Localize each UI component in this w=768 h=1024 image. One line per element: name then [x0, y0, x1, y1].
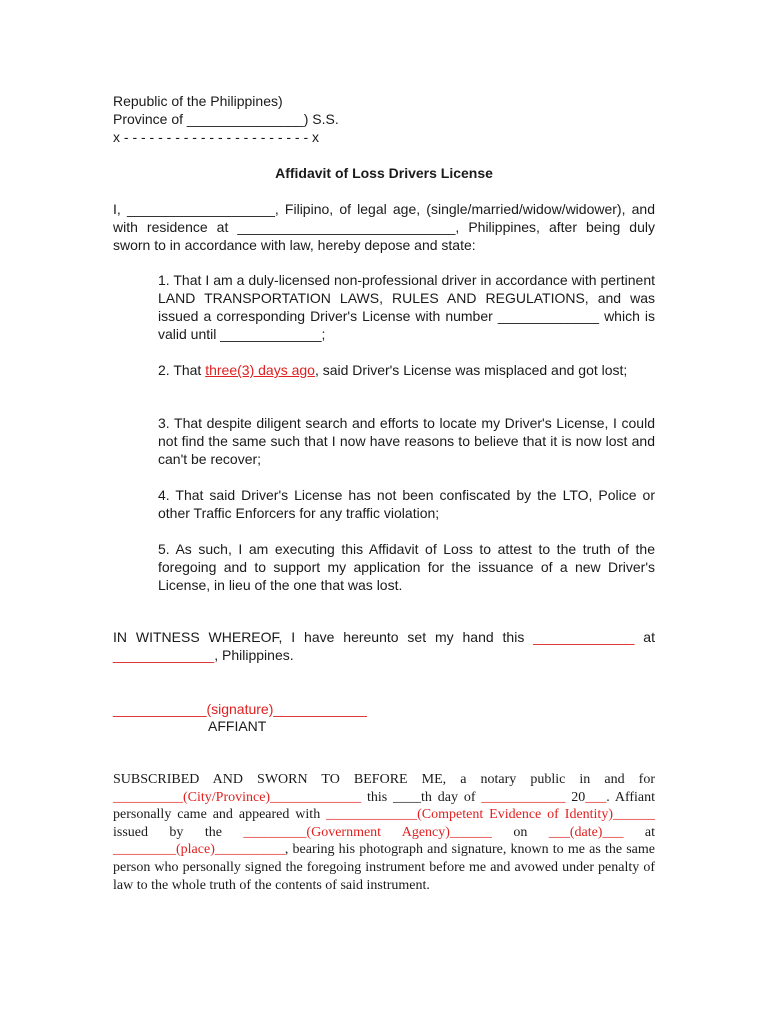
intro-paragraph: I, ___________________, Filipino, of legal age, (single/married/widow/widower), and with residence at ____________________________, Philippines, after being duly sworn to in accordance with law, hereby depose and state: — [113, 201, 655, 253]
jurat-text-5: issued by the — [113, 824, 244, 840]
signature-line-left: ____________ — [113, 701, 207, 717]
jurat-text-6: on — [491, 824, 549, 840]
jurat-text-8: , bearing his photograph and signature, known to me as the same person who personally signed the foregoing instrument before me and avowed under penalty of law to the whole truth of the contents of said instrument. — [113, 842, 655, 893]
document-header — [113, 92, 513, 146]
item-2-prefix: 2. That — [158, 362, 206, 378]
jurat-year-blank: ___ — [585, 789, 607, 805]
item-3: 3. That despite diligent search and efforts to locate my Driver's License, I could not find the same such that I now have reasons to believe that it is now lost and can't be recover; — [158, 415, 655, 467]
signature-label: (signature) — [206, 701, 274, 717]
item-2 — [158, 361, 655, 379]
jurat-text-3: 20 — [565, 789, 586, 805]
signature-line — [113, 700, 367, 718]
witness-date-blank: _____________ — [533, 629, 635, 645]
jurat-text-2: this ____th day of — [361, 789, 482, 805]
jurat-date-blank: ___(date)___ — [548, 824, 624, 840]
signature-line-right: ____________ — [273, 701, 367, 717]
jurat-text-4: . Affiant personally came and appeared with — [113, 789, 656, 823]
jurat-evidence-blank: _____________(Competent Evidence of Identity)______ — [326, 807, 655, 823]
item-5: 5. As such, I am executing this Affidavit of Loss to attest to the truth of the foregoing and to support my application for the issuance of a new Driver's License, in lieu of the one that was lost. — [158, 541, 655, 593]
document-title: Affidavit of Loss Drivers License — [275, 165, 493, 181]
witness-paragraph — [113, 628, 655, 664]
witness-prefix: IN WITNESS WHEREOF, I have hereunto set my hand this — [113, 629, 534, 645]
jurat-paragraph — [113, 771, 655, 894]
item-2-time-placeholder: three(3) days ago — [205, 362, 315, 378]
jurat-text-7: at — [623, 824, 656, 840]
jurat-place-blank: _________(place)__________ — [113, 842, 285, 858]
item-2-suffix: , said Driver's License was misplaced and got lost; — [314, 362, 628, 378]
witness-suffix: , Philippines. — [214, 647, 294, 663]
header-separator: x - - - - - - - - - - - - - - - - - - - - - - x — [113, 129, 320, 145]
affiant-label: AFFIANT — [208, 718, 267, 734]
jurat-agency-blank: _________(Government Agency)______ — [243, 824, 492, 840]
item-4: 4. That said Driver's License has not been confiscated by the LTO, Police or other Traffic Enforcers for any traffic violation; — [158, 487, 655, 521]
jurat-month-blank: ____________ — [481, 789, 566, 805]
header-republic: Republic of the Philippines) — [113, 93, 283, 109]
jurat-city-province-blank: __________(City/Province)_____________ — [113, 789, 362, 805]
item-1: 1. That I am a duly-licensed non-professional driver in accordance with pertinent LAND TRANSPORTATION LAWS, RULES AND REGULATIONS, and was issued a corresponding Driver's License with number _____________ which is valid until _____________; — [158, 272, 655, 342]
witness-place-blank: _____________ — [113, 647, 215, 663]
header-province: Province of _______________) S.S. — [113, 111, 339, 127]
jurat-text-1: SUBSCRIBED AND SWORN TO BEFORE ME, a notary public in and for — [113, 772, 655, 787]
witness-at: at — [634, 629, 655, 645]
